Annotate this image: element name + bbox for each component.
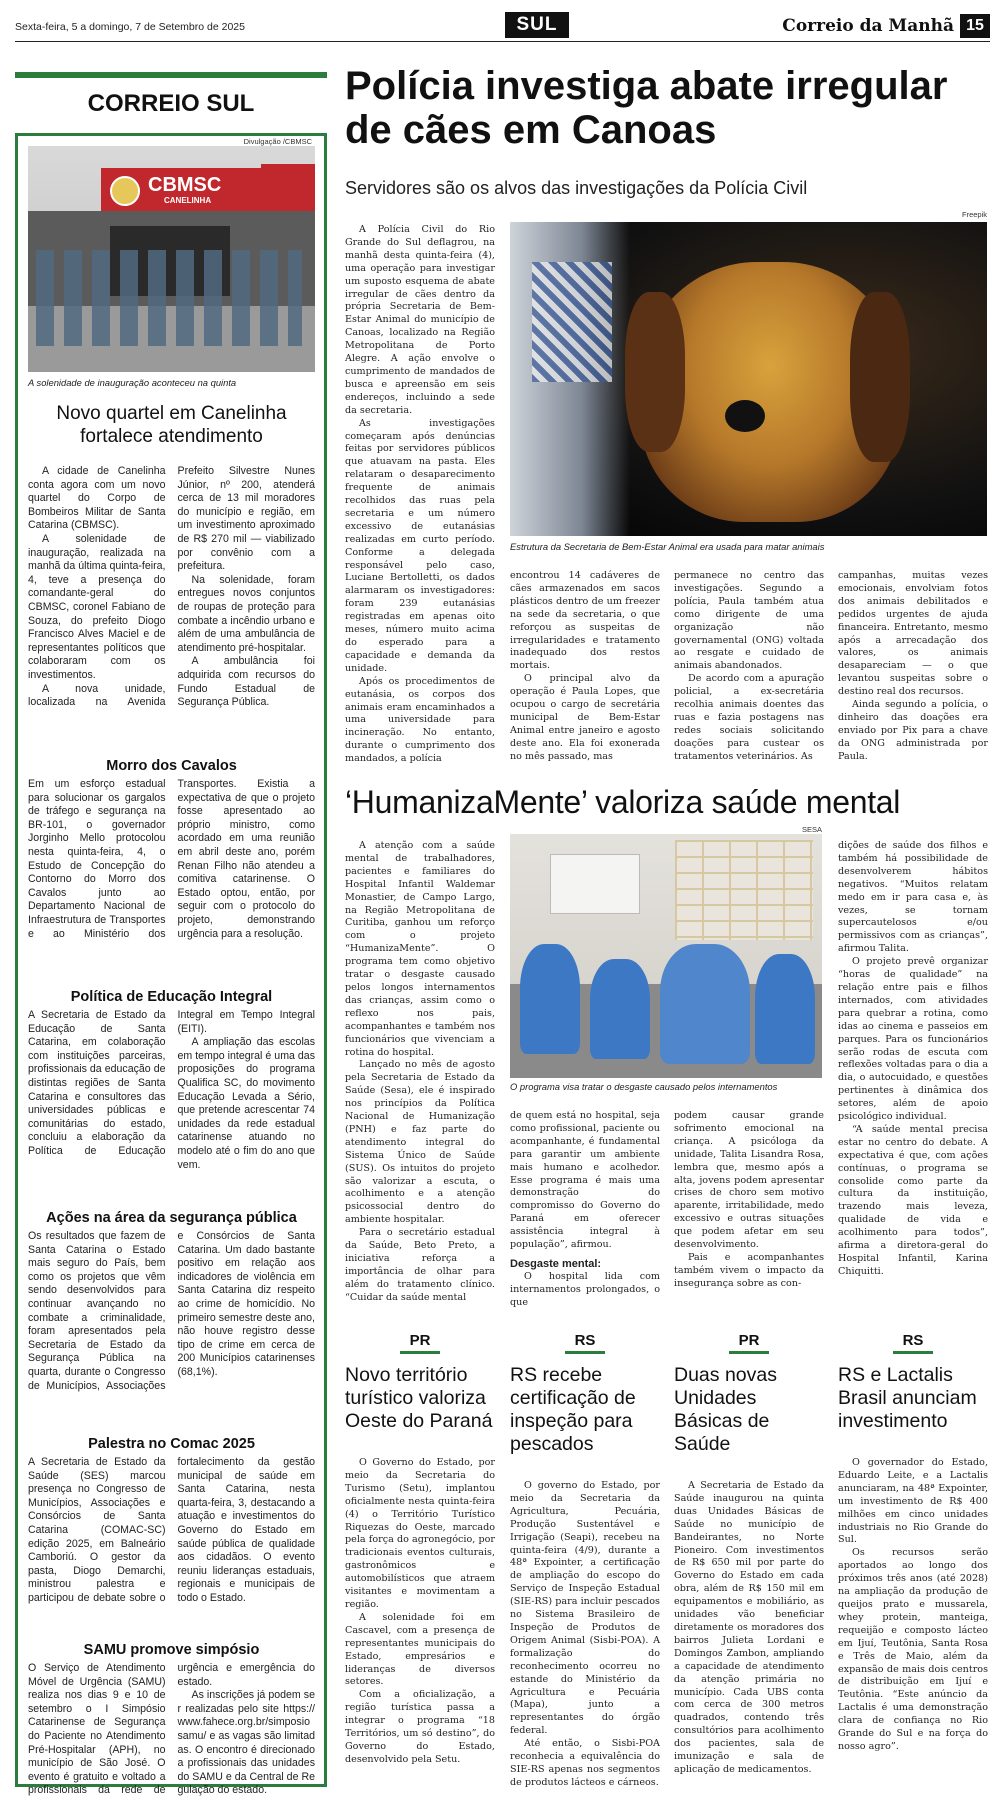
lead-paragraph: A Polícia Civil do Rio Grande do Sul deflagrou, na manhã desta quinta-feira (4), uma operação para investigar um suposto esquema de abate irregular de cães dentro da própria Secretaria de Bem-Estar Animal do município de Canoas, localizado na Região Metropolitana de Porto Alegre. A ação envolve o cumprimento de mandados de busca e apreensão em seis endereços, incluindo a sede da secretaria. [345, 224, 495, 416]
section-paragraph: Os resultados que fazem de Santa Catarina o Estado mais seguro do País, bem como os projetos que vêm sendo desenvolvidos para continuar avançando no combate a criminalidade, foram apresentados pela Secretaria de Estado da Segurança Pública na quarta, durante o Congresso de Municípios, Associações e Consórcios de Santa Catarina. Um dado bastante positivo em relação aos indicadores de violência em Santa Catarina diz respeito ao crime de homicídio. No primeiro semestre deste ano, não houve registro desse tipo de crime em cerca de 200 Municípios catarinenses (68,1%). [28, 1230, 315, 1392]
section-tag: SUL [505, 12, 569, 38]
section-body [28, 1230, 315, 1430]
brief-paragraph: Até então, o Sisbi-POA reconhecia a equivalência do SIE-RS apenas nos segmentos de produtos lácteos e cárneos. [510, 1738, 660, 1788]
brief-headline: Duas novas Unidades Básicas de Saúde [674, 1364, 777, 1455]
brief-rs-lactalis [838, 1332, 988, 1754]
section-heading: Política de Educação Integral [70, 989, 273, 1005]
section-heading: Palestra no Comac 2025 [88, 1436, 255, 1452]
sidebar-title: CORREIO SUL [87, 90, 255, 117]
second-paragraph: de quem está no hospital, seja como profissional, paciente ou acompanhante, é fundamental para garantir um ambiente mais humano e acolhedor. Esse programa é mais uma demonstração do compromisso do Governo do Paraná em oferecer assistência integral à população”, afirmou. [510, 1110, 660, 1251]
section-paragraph: As inscrições já podem ser realizadas pelo site https://www.fahece.org.br/simposiosamu/ e as vagas são limitadas. O encontro é direcionado a profissionais das unidades do SAMU e da Central de Regulação do estado. [177, 1689, 315, 1797]
brief-headline: RS recebe certificação de inspeção para pescados [510, 1364, 636, 1455]
brief-region-tag: RS [565, 1332, 605, 1354]
brief-paragraph: Os recursos serão aportados ao longo dos próximos três anos (até 2028) na ampliação da produção de queijos prato e mussarela, whey protein, manteiga, requeijão e composto lácteo em Ijuí, Teutônia, Santa Rosa e Três de Maio, além da expansão de mais dois centros de distribuição em Ijuí e Teutônia. “Este anúncio da Lactalis é uma demonstração clara de confiança no Rio Grande do Sul e na força do nosso agro”. [838, 1547, 988, 1752]
section-paragraph: A Secretaria de Estado da Saúde (SES) marcou presença no Congresso de Municípios, Associações e Consórcios de Santa Catarina (COMAC-SC) edição 2025, em Balneário Camboriú. O gestor da pasta, Diogo Demarchi, ministrou palestra e participou de debate sobre o fortalecimento da gestão municipal de saúde em Santa Catarina, nesta quarta-feira, 3, destacando a atuação e investimentos do Governo do Estado em saúde pública de qualidade aos cidadãos. O evento reuniu lideranças estaduais, regionais e municipais de todo o Estado. [28, 1456, 315, 1604]
lead-column-2 [510, 570, 660, 764]
section-heading: SAMU promove simpósio [83, 1642, 260, 1658]
second-paragraph: Lançado no mês de agosto pela Secretaria de Estado da Saúde (Sesa), ele é inspirado nos princípios da Política Nacional de Humanização (PNH) e faz parte do atendimento integral do Sistema Único de Saúde (SUS). Os intuitos do projeto são valorizar a escuta, o acolhimento e a atenção psicossocial dentro do ambiente hospitalar. [345, 1059, 495, 1226]
brief-paragraph: O governador do Estado, Eduardo Leite, e a Lactalis anunciaram, na 48ª Expointer, um investimento de R$ 400 milhões em cinco unidades industriais no Rio Grande do Sul. [838, 1457, 988, 1546]
lead-photo-caption: Estrutura da Secretaria de Bem-Estar Animal era usada para matar animais [510, 541, 825, 552]
lead-photo-credit: Freepik [961, 210, 987, 219]
brief-region-tag: PR [400, 1332, 440, 1354]
brief-body [838, 1457, 988, 1754]
sidebar-intro [28, 465, 315, 751]
brief-paragraph: A Secretaria de Estado da Saúde inaugurou na quinta duas Unidades Básicas de Saúde no município de Bandeirantes, no Norte Pioneiro. Com investimentos de R$ 650 mil por parte do Governo do Estado em cada obra, além de R$ 150 mil em equipamentos e mobiliário, as unidades vão beneficiar diretamente os moradores dos bairros Julieta Lordani e Domingos Zambon, ampliando a capacidade de atendimento da atenção primária no município. Cada UBS conta com cerca de 300 metros quadrados, contendo três consultórios para acolhimento dos pacientes, sala de imunização e sala de aplicação de medicamentos. [674, 1480, 824, 1775]
page-number: 15 [960, 14, 990, 38]
brief-headline: RS e Lactalis Brasil anunciam investimento [838, 1364, 977, 1432]
page-header [15, 12, 990, 42]
sidebar-intro-paragraph: Na solenidade, foram entregues novos conjuntos de roupas de proteção para combate a incêndio urbano e além de uma ambulância de atendimento pré-hospitalar. [177, 573, 315, 654]
brief-region-tag: RS [893, 1332, 933, 1354]
lead-paragraph: encontrou 14 cadáveres de cães armazenados em sacos plásticos dentro de um freezer na sede da secretaria, o que reforçou as suspeitas de irregularidades e tratamento inadequado dos restos mortais. [510, 570, 660, 672]
section-paragraph: O Serviço de Atendimento Móvel de Urgência (SAMU) realiza nos dias 9 e 10 de setembro o I Simpósio Catarinense de Segurança do Paciente no Atendimento Pré-Hospitalar (APH), no município de São José. O evento é gratuito e voltado a profissionais da rede de urgência e emergência do estado. [28, 1662, 315, 1797]
second-paragraph: podem causar grande sofrimento emocional na criança. A psicóloga da unidade, Talita Lisandra Rosa, lembra que, mesmo após a alta, jovens podem apresentar crises de choro sem motivo aparente, irritabilidade, medo excessivo e outras situações que podem afetar em seu desenvolvimento. [674, 1110, 824, 1251]
lead-column-1 [345, 224, 495, 774]
brief-paragraph: O Governo do Estado, por meio da Secretaria do Turismo (Setu), implantou oficialmente nesta quinta-feira (4) o Território Turístico Riquezas do Oeste, marcado pela força do agronegócio, por tradicionais eventos culturais, gastronômicos e automobilísticos que atraem visitantes e movimentam a região. [345, 1457, 495, 1610]
section-paragraph: Em um esforço estadual para solucionar os gargalos de tráfego e segurança na BR-101, o governador Jorginho Mello protocolou nesta quinta-feira, 4, o Estudo de Concepção do Contorno do Morro dos Cavalos junto ao Departamento Nacional de Infraestrutura de Transportes e ao Ministério dos Transportes. Existia a expectativa de que o projeto fosse apresentado ao próprio ministro, como acordado em uma reunião em abril deste ano, porém Renan Filho não atendeu a comitiva catarinense. O Estado optou, então, por seguir com o protocolo do projeto, demonstrando urgência para a resolução. [28, 778, 315, 940]
sidebar-top-rule [15, 72, 327, 78]
second-headline: ‘HumanizaMente’ valoriza saúde mental [345, 784, 901, 820]
brief-paragraph: A solenidade foi em Cascavel, com a presença de representantes municipais do Estado, empresários e lideranças de diversos setores. [345, 1611, 495, 1688]
sidebar-intro-paragraph: A ambulância foi adquirida com recursos do Fundo Estadual de Segurança Pública. [177, 655, 315, 709]
photo-sign-subtext: CANELINHA [164, 196, 212, 205]
sidebar-photo [28, 146, 315, 372]
lead-paragraph: O principal alvo da operação é Paula Lopes, que ocupou o cargo de secretária municipal de Bem-Estar Animal entre janeiro e agosto deste ano. Ela foi exonerada no mês passado, mas [510, 673, 660, 762]
sidebar-intro-paragraph: A solenidade de inauguração, realizada na manhã da última quinta-feira, 4, teve a presença do comandante-geral do CBMSC, coronel Fabiano de Souza, do prefeito Diogo Francisco Alves Maciel e de representantes políticos que colaboraram com os investimentos. [28, 532, 166, 681]
section-body [28, 1456, 315, 1636]
second-paragraph: dições de saúde dos filhos e também há possibilidade de desenvolverem hábitos negativos. “Muitos relatam medo em ir para casa e, às vezes, se tornam supercautelosos e/ou permissivos com as crianças”, afirmou Talita. [838, 840, 988, 955]
lead-paragraph: As investigações começaram após denúncias feitas por servidores públicos que atuavam na pasta. Eles relataram o desaparecimento frequente de animais recolhidos das ruas pela secretaria e um número excessivo de eutanásias realizadas em curto período. Conforme a delegada responsável pelo caso, Luciane Bertolletti, os dados alarmaram os investigadores: foram 239 eutanásias registradas em apenas oito meses, número muito acima do esperado para a capacidade e demanda da unidade. [345, 417, 495, 674]
second-photo-credit: SESA [801, 825, 822, 834]
brief-pr-turismo [345, 1332, 495, 1767]
brief-paragraph: Com a oficialização, a região turística passa a integrar o programa “18 Territórios, um só destino”, do Governo do Estado, desenvolvido pela Setu. [345, 1689, 495, 1765]
newspaper-name: Correio da Manhã [782, 16, 954, 36]
lead-column-3 [674, 570, 824, 764]
second-paragraph: O hospital lida com internamentos prolongados, o que [510, 1270, 660, 1308]
second-column-3 [674, 1110, 824, 1291]
brief-body [345, 1457, 495, 1767]
sidebar-headline: Novo quartel em Canelinha fortalece atendimento [56, 403, 287, 447]
section-heading: Morro dos Cavalos [106, 758, 237, 774]
second-paragraph: Pais e acompanhantes também vivem o impacto da insegurança sobre as con- [674, 1251, 824, 1289]
section-paragraph: A ampliação das escolas em tempo integral é uma das proposições do programa Qualifica SC, do movimento Educação Levada a Sério, que pretende acrescentar 74 unidades da rede estadual catarinense atuando no modelo até o fim do ano que vem. [177, 1036, 315, 1171]
second-paragraph: Para o secretário estadual da Saúde, Beto Preto, a iniciativa reforça a importância de olhar para além do tratamento clínico. “Cuidar da saúde mental [345, 1227, 495, 1303]
photo-sign-text: CBMSC [148, 174, 222, 196]
lead-subheadline: Servidores são os alvos das investigações da Polícia Civil [345, 178, 808, 198]
second-paragraph: “A saúde mental precisa estar no centro do debate. A expectativa é que, com ações contínuas, o programa se consolide como parte da cultura da instituição, trazendo mais leveza, qualidade de vida e acolhimento para todos”, afirma a diretora-geral do Hospital Infantil, Karina Chiquitti. [838, 1123, 988, 1277]
second-column-2 [510, 1110, 660, 1310]
sidebar-photo-credit: Divulgação /CBMSC [243, 137, 312, 146]
lead-paragraph: permanece no centro das investigações. Segundo a polícia, Paula também atua como dirigente de uma organização não governamental (ONG) voltada ao resgate e cuidado de animais abandonados. [674, 570, 824, 672]
brief-body [510, 1480, 660, 1790]
sidebar-intro-paragraph: A cidade de Canelinha conta agora com um novo quartel do Corpo de Bombeiros Militar de Santa Catarina (CBMSC). [28, 465, 166, 532]
lead-paragraph: Ainda segundo a polícia, o dinheiro das doações era enviado por Pix para a chave da ONG administrada por Paula. [838, 699, 988, 762]
lead-paragraph: campanhas, muitas vezes emocionais, envolviam fotos dos animais debilitados e pedidos urgentes de ajuda financeira. Entretanto, mesmo após a arrecadação dos valores, os animais desapareciam — o que levantou suspeitas sobre o destino real dos recursos. [838, 570, 988, 698]
lead-paragraph: Após os procedimentos de eutanásia, os corpos dos animais eram encaminhados a uma universidade para incineração. No entanto, durante o cumprimento dos mandados, a polícia [345, 675, 495, 765]
lead-photo [510, 222, 987, 536]
lead-headline: Polícia investiga abate irregular de cães em Canoas [345, 64, 948, 152]
section-body [28, 1009, 315, 1204]
second-paragraph: A atenção com a saúde mental de trabalhadores, pacientes e familiares do Hospital Infantil Waldemar Monastier, de Campo Largo, na Região Metropolitana de Curitiba, ganhou um reforço com o projeto “HumanizaMente”. O programa tem como objetivo tratar o desgaste causado pelos longos internamentos das crianças, assim como o reflexo nos pais, acompanhantes e também nos funcionários que vivenciam a rotina do hospital. [345, 840, 495, 1058]
section-body [28, 778, 315, 983]
second-column-4 [838, 840, 988, 1279]
brief-pr-ubs [674, 1332, 824, 1777]
header-date: Sexta-feira, 5 a domingo, 7 de Setembro de 2025 [15, 21, 245, 33]
second-subheading: Desgaste mental: [510, 1257, 602, 1270]
brief-headline: Novo território turístico valoriza Oeste do Paraná [345, 1364, 493, 1432]
second-column-1 [345, 840, 495, 1305]
second-photo [510, 834, 822, 1078]
sidebar-photo-caption: A solenidade de inauguração aconteceu na quinta [28, 377, 237, 388]
brief-paragraph: O governo do Estado, por meio da Secretaria da Agricultura, Pecuária, Produção Sustentável e Irrigação (Seapi), recebeu na quinta-feira (4/9), durante a 48ª Expointer, a certificação de ampliação do escopo do Serviço de Inspeção Estadual (SIE-RS) para incluir pescados no Sistema Brasileiro de Inspeção de Produtos de Origem Animal (Sisbi-POA). A formalização do reconhecimento ocorreu no estande do Ministério da Agricultura e Pecuária (Mapa), junto a representantes do órgão federal. [510, 1480, 660, 1737]
brief-body [674, 1480, 824, 1777]
section-heading: Ações na área da segurança pública [46, 1210, 297, 1226]
sidebar-intro-paragraph: A nova unidade, localizada na Avenida Prefeito Silvestre Nunes Júnior, nº 200, atenderá cerca de 13 mil moradores do município e região, em um investimento aproximado de R$ 270 mil — viabilizado por convênio com a prefeitura. [28, 465, 315, 709]
brief-rs-pescados [510, 1332, 660, 1790]
sidebar-sections [28, 752, 315, 1797]
second-photo-caption: O programa visa tratar o desgaste causado pelos internamentos [510, 1081, 778, 1092]
lead-paragraph: De acordo com a apuração policial, a ex-secretária recolhia animais doentes das ruas e fazia postagens nas redes sociais solicitando doações para custear os tratamentos veterinários. As [674, 673, 824, 762]
section-paragraph: A Secretaria de Estado da Educação de Santa Catarina, em colaboração com instituições parceiras, profissionais da educação de distintas regiões de Santa Catarina e consultores das universidades públicas e comunitárias do estado, concluiu a elaboração da Política de Educação Integral em Tempo Integral (EITI). [28, 1009, 315, 1157]
second-paragraph: O projeto prevê organizar “horas de qualidade” na relação entre pais e filhos internados, com atividades para quebrar a rotina, como idas ao cinema e passeios em parques. Para os funcionários serão rodas de escuta com reflexões voltadas para o dia a dia, o autocuidado, e questões pertinentes à dinâmica dos setores, além de apoio psicológico individual. [838, 956, 988, 1123]
lead-column-4 [838, 570, 988, 764]
section-body [28, 1662, 315, 1797]
brief-region-tag: PR [729, 1332, 769, 1354]
